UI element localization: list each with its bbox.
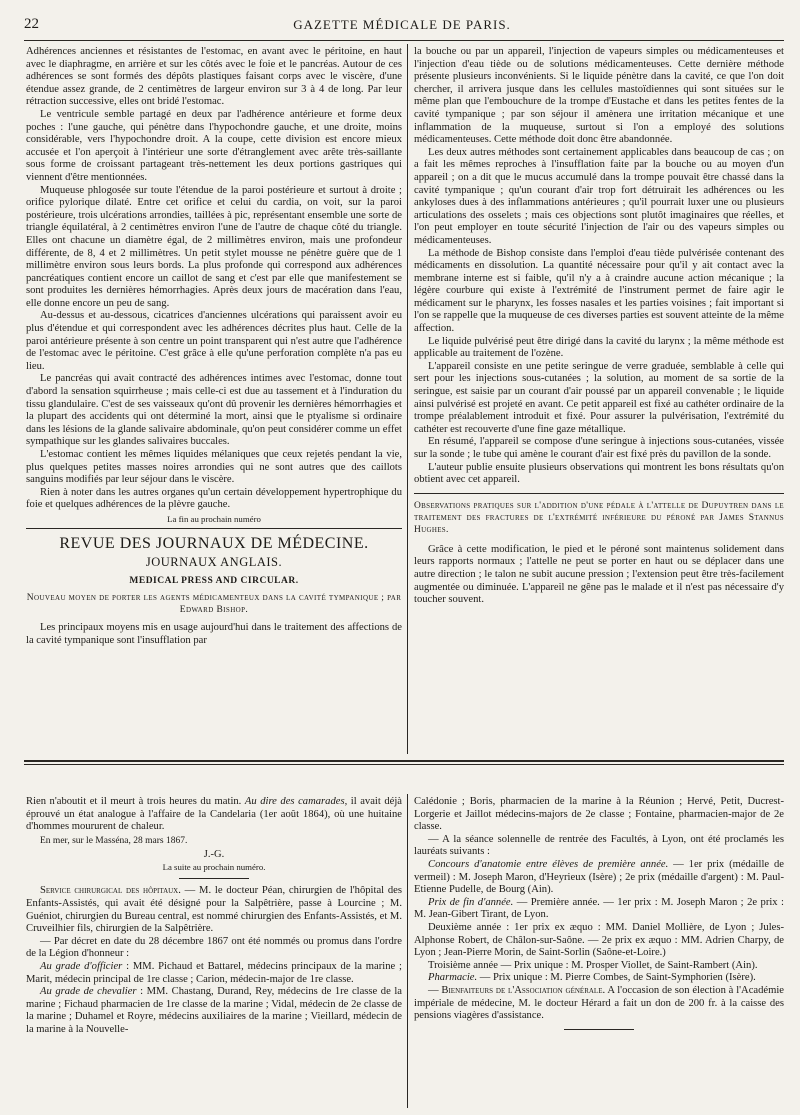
news-paragraph: Rien n'aboutit et il meurt à trois heures du matin. Au dire des camarades, il avait déjà éprouvé un état analogue à l'affaire de la Candelaria (1er août 1864), où une huitaine d'hommes moururent de chaleur. — [26, 796, 402, 833]
page-number: 22 — [24, 16, 39, 32]
right-column-top — [414, 46, 784, 752]
article-paragraph: L'appareil consiste en une petite seringue de verre graduée, semblable à celle qui sert pour les injections sous-cutanées ; la solution, au moment de sa sortie de la seringue, est saisie par un courant d'air poussé par un appareil convenable ; le liquide ainsi pulvérisé est projeté en avant. Ce petit appareil est fixé au cathéter ordinaire de la trompe préalablement introduit et fixé. Pour assurer la pulvérisation, l'extrémité du cathéter est recouverte d'une fine gaze métallique. — [414, 360, 784, 435]
news-paragraph: Calédonie ; Boris, pharmacien de la marine à la Réunion ; Hervé, Petit, Ducrest-Lorgerie et Jaillot médecins-majors de 2e classe ; Fontaine, pharmacien-major de 2e classe. — [414, 796, 784, 833]
journal-name: MEDICAL PRESS AND CIRCULAR. — [129, 575, 299, 586]
review-subtitle: JOURNAUX ANGLAIS. — [145, 554, 283, 569]
article-paragraph: L'auteur publie ensuite plusieurs observations qui montrent les bons résultats qu'on obtient avec cet appareil. — [414, 461, 784, 486]
dateline: En mer, sur le Masséna, 28 mars 1867. — [40, 835, 188, 846]
pharmacy-paragraph: Pharmacie. — Prix unique : M. Pierre Combes, de Saint-Symphorien (Isère). — [428, 972, 756, 984]
service-paragraph: Service chirurgical des hôpitaux. — M. le docteur Péan, chirurgien de l'hôpital des Enfants-Assistés, qui avait été désigné pour la Salpêtrière, passe à Lourcine ; M. Guéniot, chirurgien du Bureau central, est nommé chirurgien des Enfants-Assistés, et M. Cruveilhier fils, chirurgien de la Salpêtrière. — [26, 885, 402, 935]
column-divider-top — [407, 44, 408, 754]
section-rule — [414, 493, 784, 494]
autopsy-paragraph: Le pancréas qui avait contracté des adhérences intimes avec l'estomac, donne tout d'abord la sensation squirrheuse ; mais celle-ci est due au tassement et à l'induration du tissu glandulaire. C'est de ses vaisseaux qu'ont dû provenir les dernières hémorrhagies et la plupart des accidents qui ont déterminé la mort, ainsi que le ptyalisme si ordinaire dans les lésions de la glande salivaire abdominale, qu'on peut considérer comme un effet sympathique sur les glandes salivaires buccales. — [26, 373, 402, 448]
autopsy-paragraph: Muqueuse phlogosée sur toute l'étendue de la paroi postérieure et surtout à droite ; orifice pylorique dilaté. Entre cet orifice et celui du cardia, on voit, sur la paroi postérieure, trois ulcérations arrondies, taillées à pic, représentant ensemble une sorte de triangle équilatéral, à 2 centimètres environ l'une de l'autre de chaque côté du triangle. Elles ont chacune un diamètre égal, de 2 millimètres environ, mais une profondeur différente, de 8, 4 et 2 millimètres. Un petit stylet mousse ne pénètre guère que de 1 millimètre environ sous leurs bords. La plus profonde qui correspond aux adhérences pancréatiques contient encore un caillot de sang et c'est par elle que manifestement se sont produites les dernières hémorrhagies. Après deux jours de macération dans l'eau, elle donne encore un peu de sang. — [26, 184, 402, 309]
prix-paragraph: Prix de fin d'année. — Première année. — 1er prix : M. Joseph Maron ; 2e prix : M. Jean-Gibert Tirant, de Lyon. — [414, 896, 784, 921]
left-column-top — [26, 46, 402, 752]
right-column-bottom — [414, 796, 784, 1108]
section-rule — [26, 528, 402, 529]
article-paragraph: En résumé, l'appareil se compose d'une seringue à injections sous-cutanées, vissée sur la sonde ; le tube qui amène le courant d'air est fixé près du pavillon de la sonde. — [414, 436, 784, 460]
news-paragraph: — A la séance solennelle de rentrée des Facultés, à Lyon, ont été proclamés les lauréats suivants : — [414, 833, 784, 858]
knight-paragraph: Au grade de chevalier : MM. Chastang, Durand, Rey, médecins de 1re classe de la marine ; Fichaud pharmacien de 1re classe de la marine ; Vidal, médecin de 2e classe de la marine ; Duhamel et Royre, médecins auxiliaires de la marine ; Vieillard, médecin de la marine à la Nouvelle- — [26, 986, 402, 1035]
left-column-bottom — [26, 796, 402, 1108]
article-paragraph: Les deux autres méthodes sont certainement applicables dans beaucoup de cas ; on a fait les mêmes reproches à l'insufflation faite par la bouche ou au moyen d'un appareil ; on a dit que le mucus accumulé dans la trompe pouvait être chassé dans la cavité tympanique ; qu'un courant d'air trop fort détruirait les adhérences ou les ankyloses dues à des inflammations antérieures ; qu'il pourrait luxer une ou plusieurs articulations des osselets ; mais ces objections sont plutôt imaginaires que réelles, et l'on peut employer en toute sécurité l'injection de l'air ou des vapeurs simples ou médicamenteuses. — [414, 146, 784, 246]
autopsy-paragraph: Le ventricule semble partagé en deux par l'adhérence antérieure et forme deux poches : l'une gauche, qui pénètre dans l'hypochondre gauche, et une droite, moins considérable, vers l'hypochondre droit. A la coupe, cette division est encore mieux accusée et l'on aperçoit à l'intérieur une sorte d'étranglement avec arête très-saillante sous forme de croissant partageant très-nettement les deux portions gastriques qui viennent d'être mentionnées. — [26, 108, 402, 183]
article-intro: Les principaux moyens mis en usage aujourd'hui dans le traitement des affections de la cavité tympanique sont l'insufflation par — [26, 621, 402, 646]
autopsy-paragraph: Au-dessus et au-dessous, cicatrices d'anciennes ulcérations qui paraissent avoir eu plus d'étendue et qui correspondent avec les adhérences décrites plus haut. Celle de la paroi antérieure présente à son centre un point transparent qui n'est autre que l'adhérence de l'estomac avec le péritoine. C'est grâce à elle qu'une perforation complète n'a pas eu lieu. — [26, 310, 402, 372]
review-title: REVUE DES JOURNAUX DE MÉDECINE. — [59, 534, 369, 552]
continued-note: La suite au prochain numéro. — [162, 862, 266, 873]
autopsy-paragraph: Adhérences anciennes et résistantes de l'estomac, en avant avec le péritoine, en haut avec le diaphragme, en arrière et sur les côtés avec le foie et le pancréas. Autour de ces adhérences se sont formés des dépôts plastiques faisant corps avec le viscère, d'une étendue assez grande, de 2 centimètres de largeur environ sur 3 à 4 de long. Par leur rétraction successive, elles ont bridé l'estomac. — [26, 46, 402, 108]
gazette-title: GAZETTE MÉDICALE DE PARIS. — [293, 17, 511, 32]
article-paragraph: La méthode de Bishop consiste dans l'emploi d'eau tiède pulvérisée contenant des médicaments en dissolution. La quantité nécessaire pour qu'il y ait contact avec la membrane interne est si faible, qu'il n'y a à craindre aucune action mécanique ; la légère courbure qui existe à l'extrémité de l'instrument permet de faire agir le médicament sur le pharynx, les fosses nasales et les parties voisines ; fait important si l'on se rappelle que la muqueuse de ces diverses parties est souvent atteinte de la même affection. — [414, 247, 784, 335]
observations-paragraph: Grâce à cette modification, le pied et le péroné sont maintenus solidement dans leurs rapports normaux ; l'attelle ne peut se porter en haut ou se déplacer dans une autre direction ; le talon ne subit aucune pression ; l'extension peut être très-facilement augmentée ou diminuée. L'appareil ne gêne pas le malade et il n'est pas nécessaire d'y toucher souvent. — [414, 543, 784, 606]
autopsy-paragraph: Rien à noter dans les autres organes qu'un certain développement hypertrophique du foie et quelques adhérences de la plèvre gauche. — [26, 486, 402, 511]
separator — [564, 1029, 634, 1030]
benefactors-paragraph: — Bienfaiteurs de l'Association générale. A l'occasion de son élection à l'Académie impériale de médecine, M. le docteur Hérard a fait un don de 200 fr. à la caisse des pensions viagères d'assistance. — [414, 984, 784, 1022]
article-paragraph: Le liquide pulvérisé peut être dirigé dans la cavité du larynx ; la même méthode est applicable au traitement de l'ozène. — [414, 335, 784, 360]
second-year-paragraph: Deuxième année : 1er prix ex æquo : MM. Daniel Mollière, de Lyon ; Jules-Alphonse Robert, de Châlon-sur-Saône. — 2e prix ex æquo : MM. Adrien Charpy, de Lyon ; Jean-Pierre Morin, de Saint-Sorlin (Saône-et-Loire.) — [414, 921, 784, 959]
page-section-rule-thin — [24, 764, 784, 765]
decree-paragraph: — Par décret en date du 28 décembre 1867 ont été nommés ou promus dans l'ordre de la Légion d'honneur : — [26, 935, 402, 960]
third-year-paragraph: Troisième année — Prix unique : M. Prosper Viollet, de Saint-Rambert (Ain). — [428, 959, 758, 971]
separator — [179, 878, 249, 879]
page-header — [24, 14, 780, 36]
signature: J.-G. — [203, 849, 225, 861]
autopsy-paragraph: L'estomac contient les mêmes liquides mélaniques que ceux rejetés pendant la vie, plus quelques petites masses noires arrondies qui ne sont autres que des caillots sanguins modifiés par leur séjour dans le viscère. — [26, 449, 402, 486]
continued-note: La fin au prochain numéro — [167, 513, 261, 524]
officer-paragraph: Au grade d'officier : MM. Pichaud et Battarel, médecins principaux de la marine ; Marit, médecin principal de 1re classe ; Carion, médecin-major de 1re classe. — [26, 960, 402, 985]
header-rule — [24, 40, 784, 41]
observations-heading: Observations pratiques sur l'addition d'une pédale à l'attelle de Dupuytren dans le traitement des fractures de l'extrémité inférieure du péroné par James Stannus Hughes. — [414, 500, 784, 535]
column-divider-bottom — [407, 794, 408, 1108]
article-paragraph: la bouche ou par un appareil, l'injection de vapeurs simples ou médicamenteuses et l'injection d'eau tiède ou de solutions médicamenteuses. Cette dernière méthode présente plusieurs inconvénients. Si le liquide pénètre dans la cavité, ce que l'on doit chercher, il arrivera jusque dans les cellules mastoïdiennes qui sont situées sur le même plan que l'embouchure de la trompe d'Eustache et dans les petites fentes de la cavité tympanique ; par son séjour il amènera une irritation mécanique et une inflammation de la muqueuse, surtout si l'on a employé des solutions médicamenteuses. Cette méthode doit donc être abandonnée. — [414, 46, 784, 146]
page-section-rule — [24, 760, 784, 762]
concours-paragraph: Concours d'anatomie entre élèves de première année. — 1er prix (médaille de vermeil) : M. Joseph Maron, d'Heyrieux (Isère) ; 2e prix (médaille d'argent) : M. Paul-Etienne Pudelle, de Bourg (Ain). — [414, 858, 784, 896]
article-heading: Nouveau moyen de porter les agents médicamenteux dans la cavité tympanique ; par Edward Bishop. — [26, 592, 402, 615]
